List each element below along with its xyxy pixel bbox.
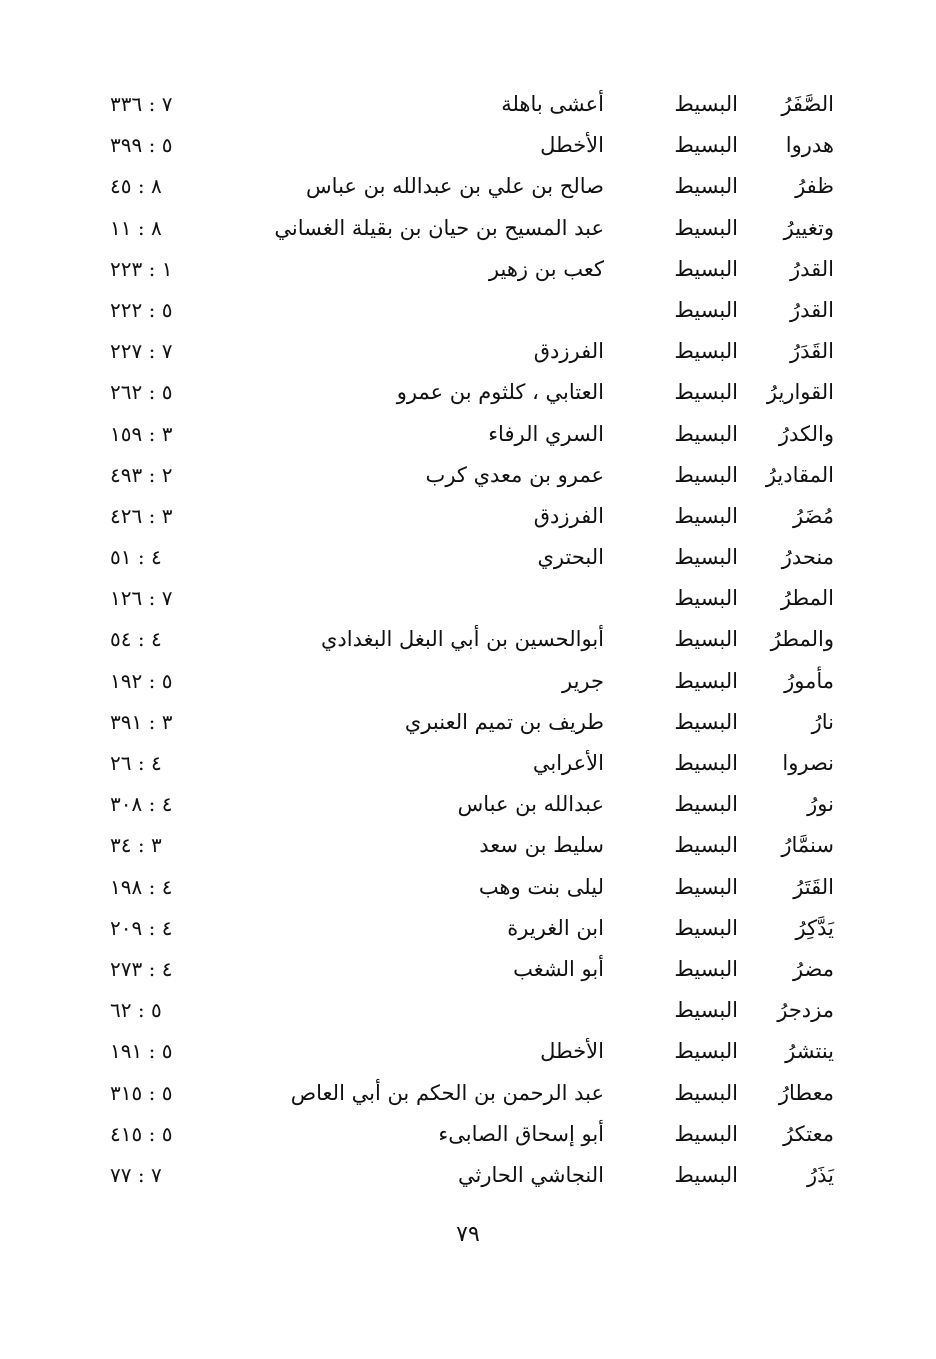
volume-page-reference: ٤ : ٢٠٩ <box>110 915 173 940</box>
volume-page-reference: ٧ : ٣٣٦ <box>110 92 173 116</box>
meter-name: البسيط <box>674 1039 738 1064</box>
table-row <box>0 702 936 743</box>
rhyme-word: سنمَّارُ <box>781 833 834 858</box>
table-row <box>0 125 936 166</box>
meter-name: البسيط <box>674 174 738 199</box>
rhyme-word: منحدرُ <box>781 545 834 570</box>
poet-name: أبو إسحاق الصابىء <box>438 1121 604 1146</box>
volume-page-reference: ٥ : ٤١٥ <box>110 1121 173 1146</box>
table-row <box>0 619 936 660</box>
rhyme-word: ينتشرُ <box>785 1039 834 1064</box>
poet-name: البحتري <box>537 545 604 570</box>
rhyme-word: مُضَرُ <box>792 503 834 528</box>
meter-name: البسيط <box>674 339 738 364</box>
volume-page-reference: ٥ : ٢٦٢ <box>110 380 173 405</box>
poet-name: أبوالحسين بن أبي البغل البغدادي <box>320 627 604 652</box>
page-number: ٧٩ <box>456 1222 480 1247</box>
meter-name: البسيط <box>674 421 738 446</box>
volume-page-reference: ٢ : ٤٩٣ <box>110 462 173 487</box>
table-row <box>0 496 936 537</box>
rhyme-word: القدرُ <box>789 297 834 322</box>
meter-name: البسيط <box>674 1162 738 1187</box>
poet-name: صالح بن علي بن عبدالله بن عباس <box>306 174 604 199</box>
meter-name: البسيط <box>674 503 738 528</box>
table-row <box>0 537 936 578</box>
verse-index-table <box>0 84 936 1196</box>
table-row <box>0 1073 936 1114</box>
table-row <box>0 867 936 908</box>
table-row <box>0 249 936 290</box>
poet-name: النجاشي الحارثي <box>458 1162 604 1187</box>
table-row <box>0 372 936 413</box>
volume-page-reference: ٧ : ٢٢٧ <box>110 339 173 364</box>
rhyme-word: مضرُ <box>792 956 834 981</box>
poet-name: عمرو بن معدي كرب <box>425 462 604 487</box>
poet-name: أعشى باهلة <box>501 92 604 116</box>
poet-name: سليط بن سعد <box>479 833 604 858</box>
volume-page-reference: ٥ : ٣٩٩ <box>110 133 173 158</box>
rhyme-word: نارُ <box>811 709 834 734</box>
volume-page-reference: ٤ : ٢٦ <box>110 751 162 775</box>
rhyme-word: القدرُ <box>789 256 834 281</box>
rhyme-word: معتكرُ <box>783 1121 834 1146</box>
meter-name: البسيط <box>674 586 738 611</box>
table-row <box>0 414 936 455</box>
volume-page-reference: ٥ : ١٩١ <box>110 1039 173 1064</box>
table-row <box>0 990 936 1031</box>
volume-page-reference: ٣ : ٣٩١ <box>110 709 173 734</box>
volume-page-reference: ٤ : ٥١ <box>110 545 162 570</box>
meter-name: البسيط <box>674 215 738 240</box>
poet-name: عبد الرحمن بن الحكم بن أبي العاص <box>290 1080 604 1105</box>
poet-name: السري الرفاء <box>488 421 604 446</box>
table-row <box>0 208 936 249</box>
meter-name: البسيط <box>674 297 738 322</box>
rhyme-word: المقاديرُ <box>765 462 834 487</box>
rhyme-word: وتغييرُ <box>783 215 834 240</box>
volume-page-reference: ٣ : ١٥٩ <box>110 421 173 446</box>
volume-page-reference: ٥ : ١٩٢ <box>110 668 173 693</box>
table-row <box>0 825 936 866</box>
table-row <box>0 1031 936 1072</box>
rhyme-word: هدروا <box>785 133 834 158</box>
meter-name: البسيط <box>674 92 738 116</box>
rhyme-word: القَدَرُ <box>789 339 834 364</box>
rhyme-word: ظفرُ <box>795 174 834 199</box>
meter-name: البسيط <box>674 1080 738 1105</box>
meter-name: البسيط <box>674 709 738 734</box>
rhyme-word: يَدَّكِرُ <box>795 915 834 940</box>
meter-name: البسيط <box>674 1121 738 1146</box>
rhyme-word: المطرُ <box>780 586 834 611</box>
meter-name: البسيط <box>674 256 738 281</box>
poet-name: الأعرابي <box>532 751 604 775</box>
poet-name: الفرزدق <box>533 503 604 528</box>
volume-page-reference: ٥ : ٢٢٢ <box>110 297 173 322</box>
table-row <box>0 908 936 949</box>
volume-page-reference: ٥ : ٣١٥ <box>110 1080 173 1105</box>
poet-name: العتابي ، كلثوم بن عمرو <box>396 380 604 405</box>
table-row <box>0 1155 936 1196</box>
rhyme-word: نورُ <box>807 792 834 817</box>
volume-page-reference: ٥ : ٦٢ <box>110 998 162 1023</box>
poet-name: الأخطل <box>540 1039 604 1064</box>
meter-name: البسيط <box>674 915 738 940</box>
volume-page-reference: ١ : ٢٢٣ <box>110 256 173 281</box>
rhyme-word: القَتَرُ <box>793 874 834 899</box>
table-row <box>0 166 936 207</box>
rhyme-word: مزدجرُ <box>777 998 834 1023</box>
meter-name: البسيط <box>674 833 738 858</box>
rhyme-word: والمطرُ <box>770 627 834 652</box>
table-row <box>0 290 936 331</box>
meter-name: البسيط <box>674 874 738 899</box>
volume-page-reference: ٧ : ٧٧ <box>110 1162 162 1187</box>
poet-name: الأخطل <box>540 133 604 158</box>
poet-name: أبو الشغب <box>513 956 604 981</box>
volume-page-reference: ٤ : ٥٤ <box>110 627 162 652</box>
meter-name: البسيط <box>674 998 738 1023</box>
meter-name: البسيط <box>674 956 738 981</box>
poet-name: طريف بن تميم العنبري <box>404 709 604 734</box>
rhyme-word: القواريرُ <box>766 380 834 405</box>
table-row <box>0 784 936 825</box>
meter-name: البسيط <box>674 462 738 487</box>
volume-page-reference: ٣ : ٣٤ <box>110 833 162 858</box>
poet-name: عبدالله بن عباس <box>457 792 604 817</box>
volume-page-reference: ٨ : ١١ <box>110 215 162 240</box>
rhyme-word: الصَّفَرُ <box>781 92 834 116</box>
meter-name: البسيط <box>674 627 738 652</box>
table-row <box>0 578 936 619</box>
volume-page-reference: ٤ : ٢٧٣ <box>110 956 173 981</box>
table-row <box>0 84 936 125</box>
table-row <box>0 331 936 372</box>
table-row <box>0 743 936 784</box>
meter-name: البسيط <box>674 545 738 570</box>
meter-name: البسيط <box>674 380 738 405</box>
volume-page-reference: ٨ : ٤٥ <box>110 174 162 199</box>
poet-name: كعب بن زهير <box>488 256 604 281</box>
volume-page-reference: ٣ : ٤٢٦ <box>110 503 173 528</box>
poet-name: عبد المسيح بن حيان بن بقيلة الغساني <box>274 215 604 240</box>
volume-page-reference: ٧ : ١٢٦ <box>110 586 173 611</box>
rhyme-word: نصروا <box>782 751 834 775</box>
table-row <box>0 661 936 702</box>
poet-name: جرير <box>562 668 604 693</box>
poet-name: ابن الغريرة <box>507 915 604 940</box>
table-row <box>0 455 936 496</box>
meter-name: البسيط <box>674 751 738 775</box>
meter-name: البسيط <box>674 792 738 817</box>
meter-name: البسيط <box>674 668 738 693</box>
rhyme-word: معطارُ <box>778 1080 834 1105</box>
volume-page-reference: ٤ : ١٩٨ <box>110 874 173 899</box>
meter-name: البسيط <box>674 133 738 158</box>
rhyme-word: والكدرُ <box>778 421 834 446</box>
rhyme-word: مأمورُ <box>784 668 834 693</box>
poet-name: الفرزدق <box>533 339 604 364</box>
volume-page-reference: ٤ : ٣٠٨ <box>110 792 173 817</box>
rhyme-word: يَذَرُ <box>806 1162 834 1187</box>
table-row <box>0 1114 936 1155</box>
table-row <box>0 949 936 990</box>
poet-name: ليلى بنت وهب <box>478 874 604 899</box>
